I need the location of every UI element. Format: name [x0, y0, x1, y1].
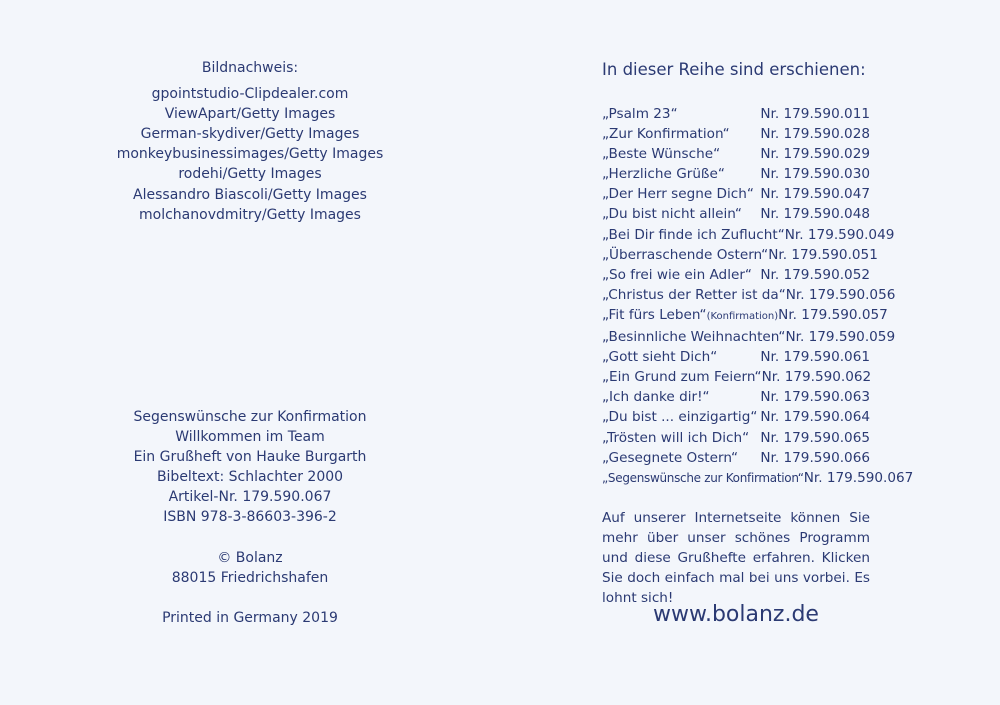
info-bible-text: Bibeltext: Schlachter 2000 [156, 469, 344, 486]
publication-info [100, 407, 400, 528]
series-number: Nr. 179.590.061 [760, 349, 870, 366]
series-title: „Ich danke dir!“ [602, 389, 710, 406]
series-number: Nr. 179.590.066 [760, 449, 870, 466]
list-item [602, 305, 888, 327]
list-item [602, 407, 870, 427]
series-number: Nr. 179.590.051 [768, 246, 878, 263]
series-number: Nr. 179.590.067 [803, 469, 914, 486]
series-number: Nr. 179.590.062 [761, 369, 872, 386]
list-item [602, 387, 870, 407]
info-article-number: Artikel-Nr. 179.590.067 [168, 489, 332, 506]
series-title: „Beste Wünsche“ [602, 146, 721, 163]
series-number: Nr. 179.590.065 [760, 429, 870, 446]
publisher-name: © Bolanz [217, 550, 283, 566]
series-title: „Du bist nicht allein“ [602, 206, 742, 223]
series-number: Nr. 179.590.057 [778, 306, 888, 323]
series-number: Nr. 179.590.056 [785, 286, 896, 303]
series-number: Nr. 179.590.064 [760, 409, 870, 426]
info-isbn: ISBN 978-3-86603-396-2 [163, 509, 337, 526]
series-number: Nr. 179.590.048 [760, 206, 870, 223]
credit-line: German-skydiver/Getty Images [140, 126, 360, 143]
list-item [602, 468, 914, 488]
series-number: Nr. 179.590.011 [760, 106, 870, 122]
list-item [602, 327, 896, 347]
list-item [602, 124, 870, 144]
list-item [602, 144, 870, 164]
series-note: (Konfirmation) [706, 310, 779, 322]
credit-line: rodehi/Getty Images [178, 166, 322, 183]
list-item [602, 367, 870, 387]
website-info-text: Auf unserer Internetseite können Sie mehr über unser schönes Programm und diese Grußhefte erfahren. Klicken Sie doch einfach mal bei uns vorbei. Es lohnt sich! [602, 510, 870, 607]
series-list [602, 104, 914, 488]
image-credits [100, 58, 400, 225]
series-title: „Gesegnete Ostern“ [602, 449, 739, 466]
series-title: „Ein Grund zum Feiern“ [602, 369, 762, 386]
series-title: „Herzliche Grüße“ [602, 166, 725, 183]
list-item [602, 164, 870, 184]
series-title: „Besinnliche Weihnachten“ [602, 329, 786, 346]
series-title: „Der Herr segne Dich“ [602, 186, 754, 203]
list-item [602, 347, 870, 367]
series-header [602, 58, 872, 82]
series-number: Nr. 179.590.028 [760, 126, 870, 143]
series-title: „Bei Dir finde ich Zuflucht“ [602, 226, 785, 243]
list-item [602, 265, 870, 285]
series-title: „Segenswünsche zur Konfirmation“ [602, 470, 804, 485]
info-title: Segenswünsche zur Konfirmation [133, 409, 367, 425]
series-number: Nr. 179.590.047 [760, 186, 870, 203]
series-number: Nr. 179.590.059 [785, 329, 896, 346]
series-title: „Fit fürs Leben“ [602, 306, 707, 323]
series-title-with-note [602, 305, 778, 327]
series-title: „Christus der Retter ist da“ [602, 286, 786, 303]
info-subtitle: Willkommen im Team [175, 429, 325, 446]
series-title: „Psalm 23“ [602, 106, 678, 122]
credit-line: Alessandro Biascoli/Getty Images [133, 186, 367, 203]
copyright [100, 548, 400, 588]
series-number: Nr. 179.590.052 [760, 266, 870, 283]
series-heading: In dieser Reihe sind erschienen: [602, 60, 866, 79]
list-item [602, 428, 870, 448]
series-title: „Überraschende Ostern“ [602, 246, 769, 263]
series-title: „Gott sieht Dich“ [602, 349, 718, 366]
series-number: Nr. 179.590.063 [760, 389, 870, 406]
credits-heading: Bildnachweis: [201, 60, 299, 76]
credit-line: molchanovdmitry/Getty Images [139, 206, 361, 223]
credit-line: ViewApart/Getty Images [164, 106, 336, 123]
series-number: Nr. 179.590.029 [760, 146, 870, 163]
printed-note: Printed in Germany 2019 [162, 610, 338, 626]
info-author: Ein Grußheft von Hauke Burgarth [133, 449, 367, 466]
credit-line: gpointstudio-Clipdealer.com [151, 86, 349, 103]
list-item [602, 204, 870, 224]
website-link[interactable]: www.bolanz.de [653, 602, 819, 627]
series-title: „Du bist ... einzigartig“ [602, 409, 758, 426]
list-item [602, 285, 896, 305]
series-title: „Trösten will ich Dich“ [602, 429, 750, 446]
series-title: „So frei wie ein Adler“ [602, 266, 752, 283]
series-number: Nr. 179.590.049 [784, 226, 895, 243]
list-item [602, 184, 870, 204]
credit-line: monkeybusinessimages/Getty Images [116, 146, 384, 163]
list-item [602, 448, 870, 468]
list-item [602, 225, 895, 245]
list-item [602, 245, 878, 265]
publisher-city: 88015 Friedrichshafen [171, 570, 329, 587]
series-title: „Zur Konfirmation“ [602, 126, 730, 143]
series-number: Nr. 179.590.030 [760, 166, 870, 183]
list-item [602, 104, 870, 124]
